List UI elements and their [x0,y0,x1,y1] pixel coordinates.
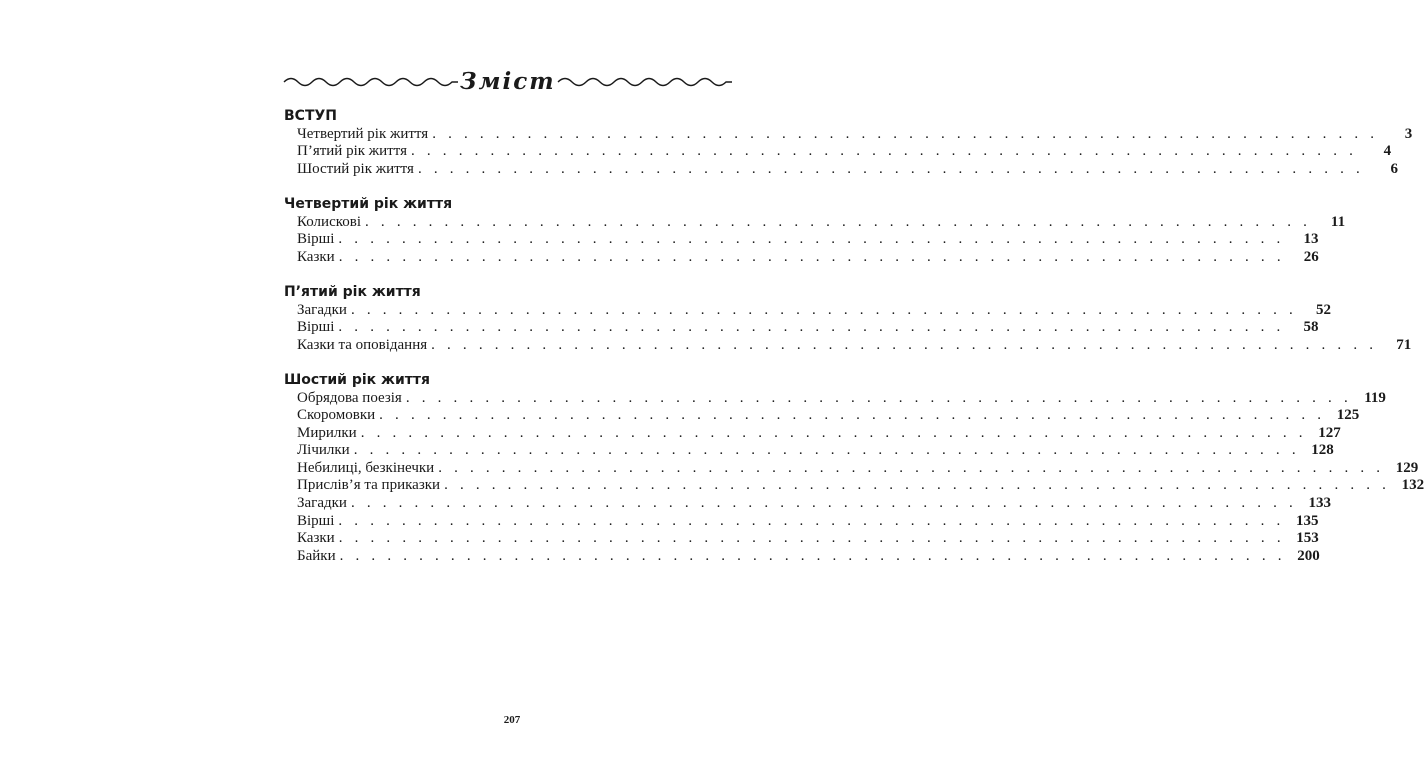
page-title: Зміст [460,68,556,95]
toc-entry [284,530,1319,548]
entry-title: Вірші [297,512,335,529]
toc-header [282,62,714,102]
toc-entry [284,389,1386,408]
entry-page-number: 3 [1404,125,1413,142]
dot-leader: . . . . . . . . . . . . . . . . . . . . . . . . . . . . . . . . . . . . . . . . . . . . . . . . . . . . . . . . . . . . [350,495,1297,512]
dot-leader: . . . . . . . . . . . . . . . . . . . . . . . . . . . . . . . . . . . . . . . . . . . . . . . . . . . . . . . . . . . . [338,231,1285,248]
entry-page-number: 119 [1364,389,1386,406]
toc-section [284,371,1424,566]
toc-entry [284,512,1319,531]
dot-leader: . . . . . . . . . . . . . . . . . . . . . . . . . . . . . . . . . . . . . . . . . . . . . . . . . . . . . . . . . . . . [438,459,1385,476]
entry-page-number: 153 [1296,530,1319,547]
toc-entry [284,336,1412,355]
entry-page-number: 13 [1303,231,1319,248]
toc-entry [284,160,1398,179]
entry-title: Мирилки [297,424,357,441]
entry-title: Лічилки [297,442,350,459]
toc-entry [284,495,1331,513]
dot-leader: . . . . . . . . . . . . . . . . . . . . . . . . . . . . . . . . . . . . . . . . . . . . . . . . . . . . . . . . . . . . [350,301,1297,318]
toc-entry [284,477,1424,495]
dot-leader: . . . . . . . . . . . . . . . . . . . . . . . . . . . . . . . . . . . . . . . . . . . . . . . . . . . . . . . . . . . . [339,547,1286,564]
toc-entry [284,442,1334,460]
dot-leader: . . . . . . . . . . . . . . . . . . . . . . . . . . . . . . . . . . . . . . . . . . . . . . . . . . . . . . . . . . . . [379,407,1326,424]
dot-leader: . . . . . . . . . . . . . . . . . . . . . . . . . . . . . . . . . . . . . . . . . . . . . . . . . . . . . . . . . . . . [338,512,1285,529]
toc-entry [284,301,1331,320]
entry-title: Казки [297,248,335,265]
toc-entry [284,125,1413,144]
dot-leader: . . . . . . . . . . . . . . . . . . . . . . . . . . . . . . . . . . . . . . . . . . . . . . . . . . . . . . . . . . . . [353,442,1300,459]
entry-page-number: 129 [1395,459,1419,476]
entry-page-number: 52 [1316,301,1331,318]
dot-leader: . . . . . . . . . . . . . . . . . . . . . . . . . . . . . . . . . . . . . . . . . . . . . . . . . . . . . . . . . . . . [338,319,1285,336]
entry-title: Загадки [297,495,347,512]
entry-title: Обрядова поезія [297,389,402,406]
dot-leader: . . . . . . . . . . . . . . . . . . . . . . . . . . . . . . . . . . . . . . . . . . . . . . . . . . . . . . . . . . . . [405,389,1352,406]
entry-page-number: 135 [1295,512,1319,529]
toc-entry [284,407,1360,425]
entry-title: Байки [297,547,336,564]
entry-page-number: 6 [1390,160,1398,177]
toc-entry [284,213,1346,232]
dot-leader: . . . . . . . . . . . . . . . . . . . . . . . . . . . . . . . . . . . . . . . . . . . . . . . . . . . . . . . . . . . . [431,336,1378,353]
entry-title: Казки [297,530,335,547]
left-wave-ornament-icon [282,75,460,89]
dot-leader: . . . . . . . . . . . . . . . . . . . . . . . . . . . . . . . . . . . . . . . . . . . . . . . . . . . . . . . . . . . . [417,160,1364,177]
entry-title: Небилиці, безкінечки [297,459,435,476]
toc-entry [284,547,1320,566]
entry-title: Загадки [297,301,347,318]
toc-entry [284,424,1341,443]
entry-title: Вірші [297,319,335,336]
dot-leader: . . . . . . . . . . . . . . . . . . . . . . . . . . . . . . . . . . . . . . . . . . . . . . . . . . . . . . . . . . . . [338,248,1285,265]
entry-page-number: 132 [1401,477,1424,494]
dot-leader: . . . . . . . . . . . . . . . . . . . . . . . . . . . . . . . . . . . . . . . . . . . . . . . . . . . . . . . . . . . . [338,530,1285,547]
entry-title: П’ятий рік життя [297,143,407,160]
toc-section [284,108,1413,178]
toc-entry [284,319,1319,337]
entry-page-number: 200 [1297,547,1320,564]
page-number: 207 [503,714,521,726]
section-heading: П’ятий рік життя [284,283,421,300]
section-heading: Четвертий рік життя [284,195,453,212]
entry-title: Вірші [297,231,335,248]
dot-leader: . . . . . . . . . . . . . . . . . . . . . . . . . . . . . . . . . . . . . . . . . . . . . . . . . . . . . . . . . . . . [365,213,1312,230]
entry-title: Казки та оповідання [297,336,428,353]
toc-entry [284,143,1392,161]
entry-page-number: 128 [1311,442,1334,459]
entry-title: Колискові [297,213,362,230]
table-of-contents [284,108,1424,565]
entry-page-number: 11 [1330,213,1346,230]
entry-page-number: 4 [1383,143,1392,160]
entry-page-number: 58 [1303,319,1319,336]
dot-leader: . . . . . . . . . . . . . . . . . . . . . . . . . . . . . . . . . . . . . . . . . . . . . . . . . . . . . . . . . . . . [444,477,1391,494]
entry-page-number: 26 [1303,248,1319,265]
entry-title: Четвертий рік життя [297,125,429,142]
entry-page-number: 125 [1336,407,1360,424]
section-heading: Шостий рік життя [284,371,430,388]
entry-page-number: 71 [1396,336,1412,353]
dot-leader: . . . . . . . . . . . . . . . . . . . . . . . . . . . . . . . . . . . . . . . . . . . . . . . . . . . . . . . . . . . . [360,424,1307,441]
toc-entry [284,459,1419,478]
section-heading: ВСТУП [284,108,338,124]
entry-title: Прислів’я та приказки [297,477,441,494]
toc-section [284,283,1412,354]
entry-title: Скоромовки [297,407,376,424]
dot-leader: . . . . . . . . . . . . . . . . . . . . . . . . . . . . . . . . . . . . . . . . . . . . . . . . . . . . . . . . . . . . [432,125,1379,142]
toc-section [284,195,1346,266]
toc-entry [284,231,1319,249]
dot-leader: . . . . . . . . . . . . . . . . . . . . . . . . . . . . . . . . . . . . . . . . . . . . . . . . . . . . . . . . . . . . [411,143,1358,160]
entry-title: Шостий рік життя [297,160,414,177]
entry-page-number: 127 [1318,424,1341,441]
right-wave-ornament-icon [556,75,734,89]
entry-page-number: 133 [1308,495,1331,512]
toc-entry [284,248,1319,267]
